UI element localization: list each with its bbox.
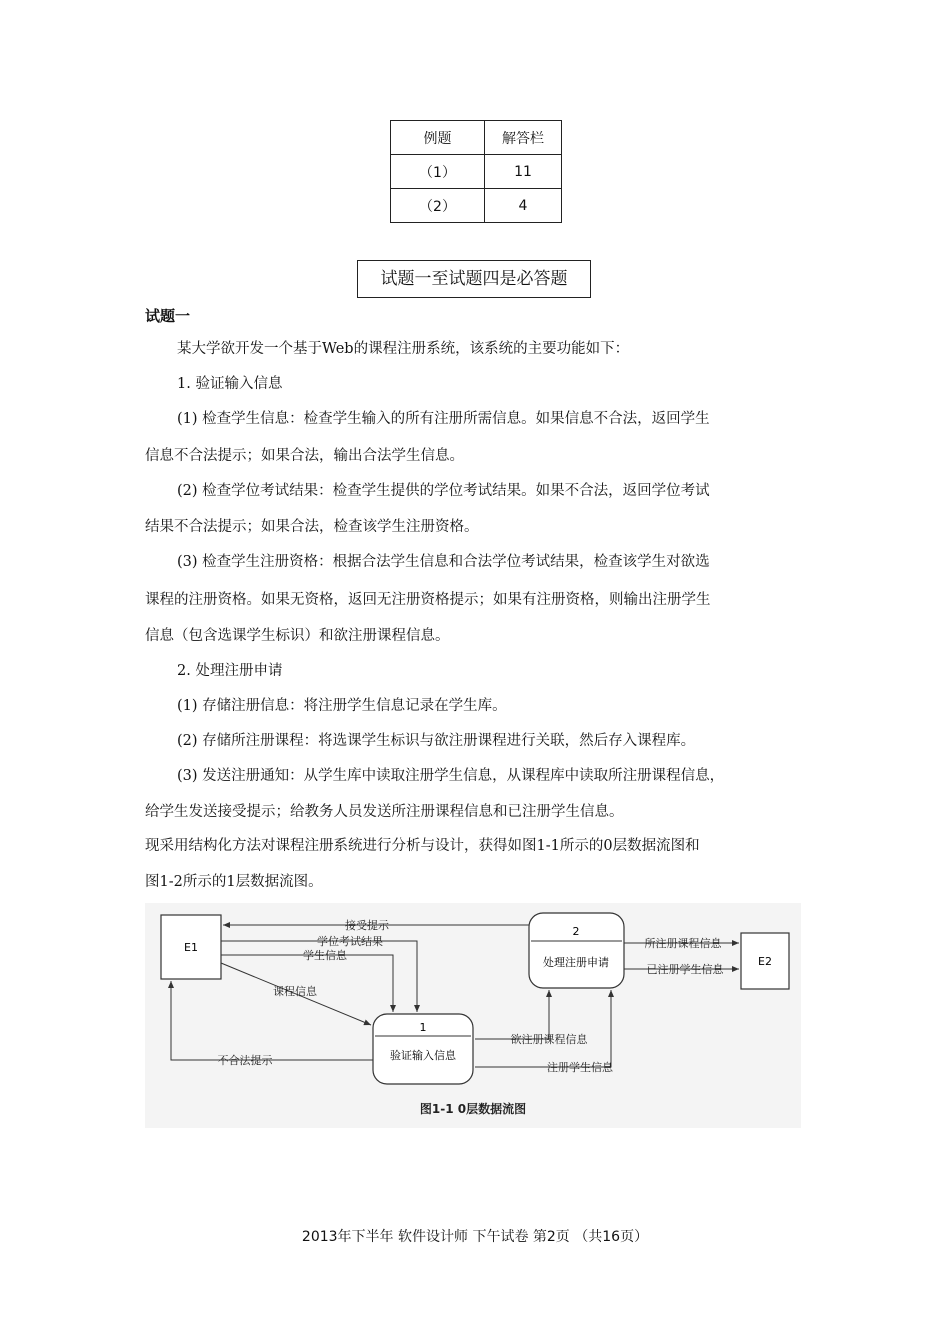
paragraph: (1) 存储注册信息：将注册学生信息记录在学生库。 — [177, 698, 507, 714]
table-header-cell: 例题 — [391, 121, 485, 155]
flow-course-label: 课程信息 — [273, 985, 317, 998]
flow-reg-course-label: 所注册课程信息 — [644, 937, 722, 950]
paragraph: 1. 验证输入信息 — [177, 376, 283, 392]
process-2-name: 处理注册申请 — [543, 956, 609, 969]
paragraph: (3) 发送注册通知：从学生库中读取注册学生信息，从课程库中读取所注册课程信息， — [177, 768, 725, 784]
process-1-number: 1 — [419, 1021, 427, 1034]
table-row — [391, 155, 562, 189]
flow-exam-label: 学位考试结果 — [317, 935, 383, 948]
paragraph: (2) 检查学位考试结果：检查学生提供的学位考试结果。如果不合法，返回学位考试 — [177, 483, 710, 499]
page-footer: 2013年下半年 软件设计师 下午试卷 第2页 （共16页） — [301, 1229, 649, 1245]
paragraph: 信息（包含选课学生标识）和欲注册课程信息。 — [145, 628, 450, 644]
flow-student-label: 学生信息 — [303, 949, 347, 962]
flow-invalid-label: 不合法提示 — [217, 1054, 273, 1067]
figure-caption: 图1-1 0层数据流图 — [419, 1102, 527, 1116]
paragraph: 现采用结构化方法对课程注册系统进行分析与设计，获得如图1-1所示的0层数据流图和 — [145, 838, 700, 854]
entity-e1-label: E1 — [184, 941, 198, 954]
table-header-cell: 解答栏 — [485, 121, 562, 155]
table-header-row — [391, 121, 562, 155]
paragraph: 给学生发送接受提示；给教务人员发送所注册课程信息和已注册学生信息。 — [145, 804, 624, 820]
table-cell: 11 — [485, 155, 562, 189]
paragraph: (2) 存储所注册课程：将选课学生标识与欲注册课程进行关联，然后存入课程库。 — [177, 733, 696, 749]
table-cell: （2） — [391, 189, 485, 223]
process-1-name: 验证输入信息 — [390, 1049, 456, 1062]
example-answer-table — [390, 120, 562, 223]
flow-accept-label: 接受提示 — [345, 919, 389, 932]
paragraph: 某大学欲开发一个基于Web的课程注册系统，该系统的主要功能如下： — [177, 341, 630, 357]
question-title: 试题一 — [145, 307, 191, 325]
paragraph: (1) 检查学生信息：检查学生输入的所有注册所需信息。如果信息不合法，返回学生 — [177, 411, 710, 427]
table-cell: （1） — [391, 155, 485, 189]
entity-e2-label: E2 — [758, 955, 772, 968]
paragraph: (3) 检查学生注册资格：根据合法学生信息和合法学位考试结果，检查该学生对欲选 — [177, 554, 710, 570]
paragraph: 图1-2所示的1层数据流图。 — [145, 874, 323, 890]
paragraph: 信息不合法提示；如果合法，输出合法学生信息。 — [145, 448, 464, 464]
must-answer-box: 试题一至试题四是必答题 — [357, 260, 591, 298]
paragraph: 结果不合法提示；如果合法，检查该学生注册资格。 — [145, 519, 479, 535]
table-row — [391, 189, 562, 223]
data-flow-diagram — [145, 903, 801, 1128]
paragraph: 课程的注册资格。如果无资格，返回无注册资格提示；如果有注册资格，则输出注册学生 — [145, 592, 711, 608]
flow-want-course-label: 欲注册课程信息 — [510, 1033, 588, 1046]
flow-registered-students-label: 已注册学生信息 — [646, 963, 724, 976]
paragraph: 2. 处理注册申请 — [177, 663, 283, 679]
process-2-number: 2 — [572, 925, 580, 938]
table-cell: 4 — [485, 189, 562, 223]
flow-reg-student-label: 注册学生信息 — [547, 1061, 613, 1074]
